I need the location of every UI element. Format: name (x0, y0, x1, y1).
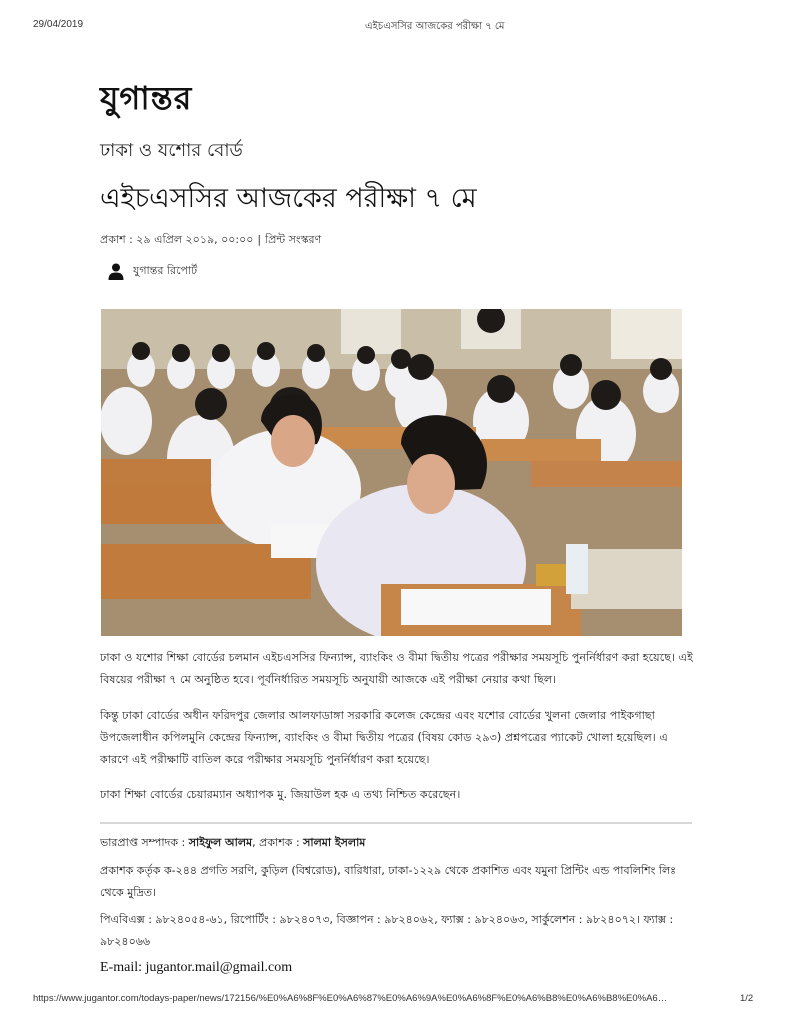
article-paragraph-3: ঢাকা শিক্ষা বোর্ডের চেয়ারম্যান অধ্যাপক মু. জিয়াউল হক এ তথ্য নিশ্চিত করেছেন। (100, 788, 461, 801)
publish-date: প্রকাশ : ২৯ এপ্রিল ২০১৯, ০০:০০ (100, 233, 254, 246)
page-number: 1/2 (740, 993, 754, 1004)
print-title: এইচএসসির আজকের পরীক্ষা ৭ মে (365, 21, 505, 32)
contact-email[interactable]: E-mail: jugantor.mail@gmail.com (100, 960, 293, 975)
contact-phones: পিএবিএক্স : ৯৮২৪০৫৪-৬১, রিপোর্টিং : ৯৮২৪০৭৩, বিজ্ঞাপন : ৯৮২৪০৬২, ফ্যাক্স : ৯৮২৪০৬৩, সার্কুলেশন : ৯৮২৪০৭২। ফ্যাক্স : ৯৮২৪০৬৬ (100, 913, 674, 948)
article-paragraph-1: ঢাকা ও যশোর শিক্ষা বোর্ডের চলমান এইচএসসির ফিন্যান্স, ব্যাংকিং ও বীমা দ্বিতীয় পত্রের পরীক্ষার সময়সূচি পুনর্নির্ধারণ করা হয়েছে। এই বিষয়ের পরীক্ষা ৭ মে অনুষ্ঠিত হবে। পূর্বনির্ধারিত সময়সূচি অনুযায়ী আজকে এই পরীক্ষা নেয়ার কথা ছিল। (100, 651, 693, 686)
editor-line (100, 832, 700, 854)
article-photo (101, 309, 682, 636)
meta-separator: | (257, 233, 262, 246)
author-name[interactable]: যুগান্তর রিপোর্ট (133, 263, 198, 277)
article-headline: এইচএসসির আজকের পরীক্ষা ৭ মে (100, 183, 477, 214)
article-paragraph-2: কিন্তু ঢাকা বোর্ডের অধীন ফরিদপুর জেলার আলফাডাঙ্গা সরকারি কলেজ কেন্দ্রের এবং যশোর বোর্ডের খুলনা জেলার পাইকগাছা উপজেলাধীন কপিলমুনি কেন্দ্রের ফিন্যান্স, ব্যাংকিং ও বীমা দ্বিতীয় পত্রের (বিষয় কোড ২৯৩) প্রশ্নপত্রের প্যাকেট খোলা হয়েছিল। এ কারণে এই পরীক্ষাটি বাতিল করে পরীক্ষার সময়সূচি পুনর্নির্ধারণ করা হয়েছে। (100, 709, 668, 766)
exam-hall-photo (101, 309, 682, 636)
print-date: 29/04/2019 (33, 19, 84, 30)
user-icon (108, 263, 124, 280)
editor-label: ভারপ্রাপ্ত সম্পাদক : (100, 836, 189, 849)
footer-divider (100, 822, 692, 824)
newspaper-logo[interactable]: যুগান্তর (100, 79, 193, 117)
article-meta (100, 231, 321, 250)
publisher-label: , প্রকাশক : (252, 836, 304, 849)
section-label[interactable]: ঢাকা ও যশোর বোর্ড (100, 140, 243, 161)
print-url: https://www.jugantor.com/todays-paper/news/172156/%E0%A6%8F%E0%A6%87%E0%A6%9A%E0%A6%8F%E0%A6%B8%E0%A6%B8%E0%A6… (33, 993, 668, 1004)
author-byline (108, 262, 197, 280)
editor-name: সাইফুল আলম (188, 836, 253, 849)
publisher-name: সালমা ইসলাম (303, 836, 366, 849)
publisher-address: প্রকাশক কর্তৃক ক-২৪৪ প্রগতি সরণি, কুড়িল (বিশ্বরোড), বারিধারা, ঢাকা-১২২৯ থেকে প্রকাশিত এবং যমুনা প্রিন্টিং এন্ড পাবলিশিং লিঃ থেকে মুদ্রিত। (100, 864, 677, 899)
print-edition-link[interactable]: প্রিন্ট সংস্করণ (265, 233, 322, 246)
